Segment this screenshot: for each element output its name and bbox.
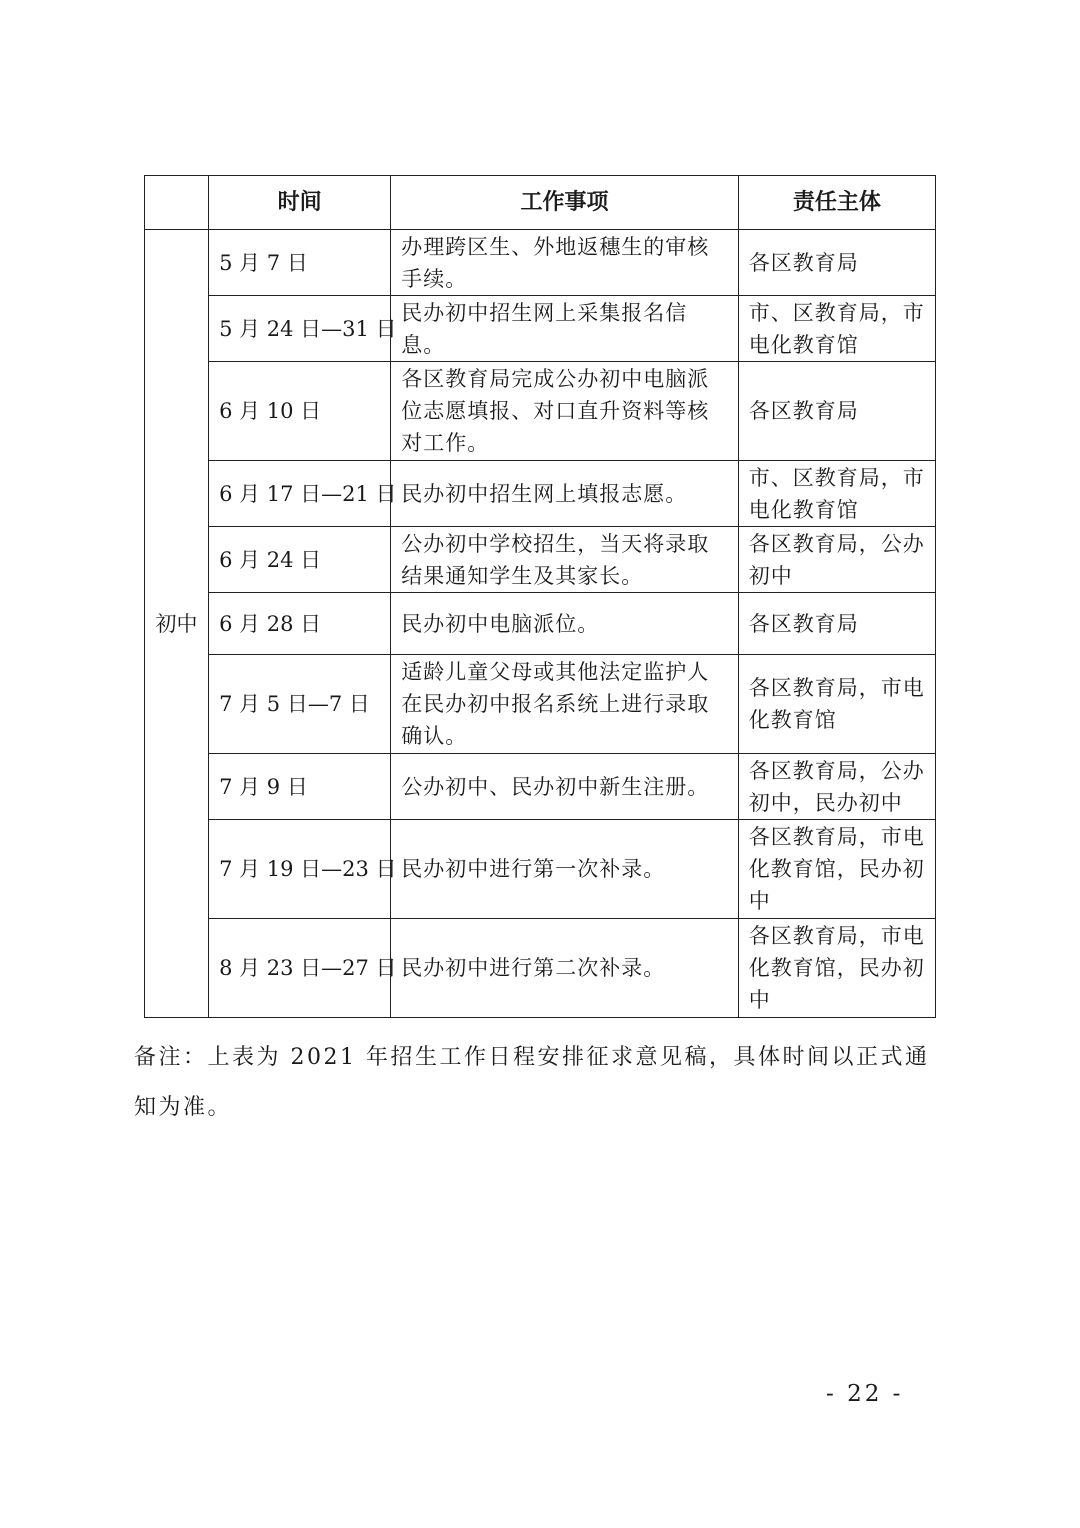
table-row <box>145 362 936 461</box>
task-cell: 适龄儿童父母或其他法定监护人在民办初中报名系统上进行录取确认。 <box>391 655 738 754</box>
task-cell: 民办初中进行第二次补录。 <box>391 919 738 1018</box>
header-owner: 责任主体 <box>738 176 935 230</box>
footnote: 备注：上表为 2021 年招生工作日程安排征求意见稿，具体时间以正式通知为准。 <box>134 1045 930 1120</box>
owner-cell: 各区教育局，公办初中 <box>738 527 935 593</box>
table-row <box>145 527 936 593</box>
time-cell: 6 月 17 日—21 日 <box>209 461 391 527</box>
task-cell: 公办初中、民办初中新生注册。 <box>391 754 738 820</box>
header-task: 工作事项 <box>391 176 738 230</box>
owner-cell: 市、区教育局，市电化教育馆 <box>738 461 935 527</box>
enrollment-schedule-table <box>144 175 936 1018</box>
table-row <box>145 230 936 296</box>
time-cell: 8 月 23 日—27 日 <box>209 919 391 1018</box>
owner-cell: 各区教育局，市电化教育馆，民办初中 <box>738 820 935 919</box>
header-time: 时间 <box>209 176 391 230</box>
table-row <box>145 754 936 820</box>
time-cell: 6 月 10 日 <box>209 362 391 461</box>
table-row <box>145 919 936 1018</box>
table-row <box>145 296 936 362</box>
owner-cell: 各区教育局 <box>738 362 935 461</box>
owner-cell: 各区教育局，公办初中，民办初中 <box>738 754 935 820</box>
owner-cell: 各区教育局，市电化教育馆 <box>738 655 935 754</box>
task-cell: 民办初中招生网上填报志愿。 <box>391 461 738 527</box>
table-header-row <box>145 176 936 230</box>
task-cell: 办理跨区生、外地返穗生的审核手续。 <box>391 230 738 296</box>
task-cell: 各区教育局完成公办初中电脑派位志愿填报、对口直升资料等核对工作。 <box>391 362 738 461</box>
time-cell: 6 月 24 日 <box>209 527 391 593</box>
table-row <box>145 655 936 754</box>
stage-cell: 初中 <box>145 230 209 1018</box>
table-row <box>145 820 936 919</box>
task-cell: 民办初中进行第一次补录。 <box>391 820 738 919</box>
task-cell: 民办初中电脑派位。 <box>391 593 738 655</box>
header-stage <box>145 176 209 230</box>
page-number: - 22 - <box>826 1381 904 1407</box>
task-cell: 公办初中学校招生，当天将录取结果通知学生及其家长。 <box>391 527 738 593</box>
task-cell: 民办初中招生网上采集报名信息。 <box>391 296 738 362</box>
time-cell: 7 月 5 日—7 日 <box>209 655 391 754</box>
owner-cell: 市、区教育局，市电化教育馆 <box>738 296 935 362</box>
time-cell: 7 月 9 日 <box>209 754 391 820</box>
time-cell: 5 月 7 日 <box>209 230 391 296</box>
owner-cell: 各区教育局 <box>738 230 935 296</box>
table-row <box>145 593 936 655</box>
time-cell: 7 月 19 日—23 日 <box>209 820 391 919</box>
time-cell: 6 月 28 日 <box>209 593 391 655</box>
table-row <box>145 461 936 527</box>
time-cell: 5 月 24 日—31 日 <box>209 296 391 362</box>
owner-cell: 各区教育局 <box>738 593 935 655</box>
owner-cell: 各区教育局，市电化教育馆，民办初中 <box>738 919 935 1018</box>
